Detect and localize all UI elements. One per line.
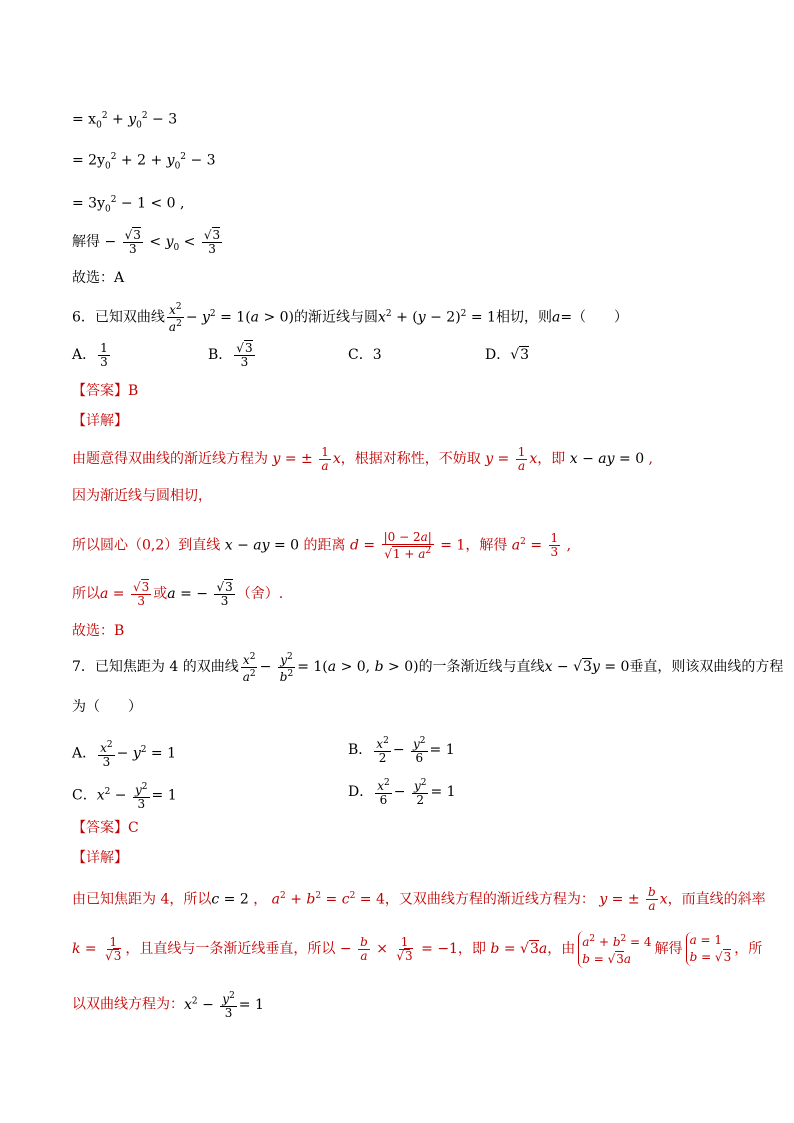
question-6-solution-line-3: 所以圆心（0,2）到直线 x − ay = 0 的距离 d = $\frac{|0 - 2a|}{√1 + a^2}$ = 1，解得 $a^2$ = $\frac{1}{3}$ , — [72, 529, 572, 561]
question-6-solution-line-1: 由题意得双曲线的渐近线方程为 y = ± $\frac{1}{a}$ x，根据对称性，不妨取 y = $\frac{1}{a}$ x，即 x − ay = 0 , — [72, 444, 654, 473]
derivation-line-1: = $x_0^2 + y_0^2 - 3$ — [72, 111, 178, 131]
derivation-line-4: 解得 − $\frac{√3}{3}$ < $y_0$ < $\frac{√3}{3}$ — [72, 227, 221, 256]
question-7-solution-line-3: 以双曲线方程为：$x^2$ − $\frac{y^2}{3}$ = 1 — [72, 990, 264, 1020]
question-7-answer: 【答案】C — [72, 820, 139, 836]
question-7-stem-line-1: 7．已知焦距为 4 的双曲线 $\frac{x^2}{a^2}$ − $\frac{y^2}{b^2}$ = 1(a > 0, b > 0)的一条渐近线与直线x − √3y = 0垂直，则该双曲线的方程 — [72, 651, 784, 684]
question-6-option-b: B． $\frac{√3}{3}$ — [208, 340, 253, 369]
question-7-solution-line-2: k = $\frac{1}{√3}$ ，且直线与一条渐近线垂直，所以 − $\frac{b}{a}$ × $\frac{1}{√3}$ = −1，即 b = √3a，由 $a^2 + b^2 = 4$ b = √3a 解得 a = 1 b = √3 ，所 — [72, 927, 762, 971]
question-7-option-d: D． $\frac{x^2}{6}$ − $\frac{y^2}{2}$ = 1 — [348, 778, 456, 807]
question-7-detail-heading: 【详解】 — [72, 850, 128, 866]
question-6-option-a: A． $\frac{1}{3}$ — [72, 340, 108, 369]
question-7-option-b: B． $\frac{x^2}{2}$ − $\frac{y^2}{6}$ = 1 — [348, 736, 455, 765]
question-6-solution-line-4: 所以a = $\frac{√3}{3}$ 或a = − $\frac{√3}{3}$ （舍）. — [72, 579, 284, 608]
question-6-solution-line-2: 因为渐近线与圆相切， — [72, 488, 212, 504]
question-6-detail-heading: 【详解】 — [72, 413, 128, 429]
question-6-answer: 【答案】B — [72, 383, 139, 399]
derivation-line-2: = $2y_0^2 + 2 + y_0^2 - 3$ — [72, 152, 216, 172]
question-7-stem-line-2: 为（ ） — [72, 699, 142, 715]
question-6-conclusion: 故选：B — [72, 623, 125, 639]
answer-line-5: 故选：A — [72, 270, 125, 286]
question-6-option-c: C．3 — [348, 347, 382, 363]
question-7-option-c: C．$x^2$ − $\frac{y^2}{3}$ = 1 — [72, 781, 177, 811]
question-6-option-d: D．√3 — [485, 347, 530, 363]
question-6-stem: 6．已知双曲线 $\frac{x^2}{a^2}$ − $y^2 = 1(a > 0)$的渐近线与圆$x^2 + (y - 2)^2 = 1$相切，则a=（ ） — [72, 302, 629, 335]
derivation-line-3: = $3y_0^2 - 1 < 0$ , — [72, 195, 185, 215]
question-7-option-a: A． $\frac{x^2}{3}$ − $y^2 = 1$ — [72, 739, 177, 769]
question-7-solution-line-1: 由已知焦距为 4，所以c = 2 ， $a^2 + b^2 = c^2 = 4$，又双曲线方程的渐近线方程为： y = ± $\frac{b}{a}$ x，而直线的斜率 — [72, 885, 766, 914]
